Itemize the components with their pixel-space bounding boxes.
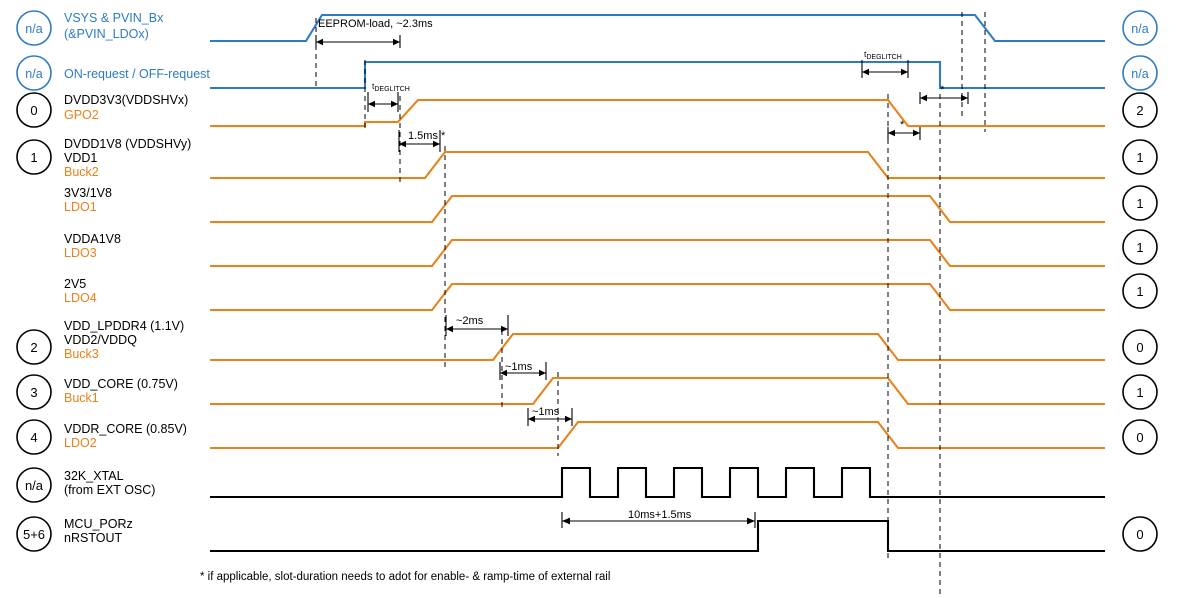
- row-dvdd1v8: [17, 119, 1157, 179]
- right-badge-label: 1: [1136, 385, 1144, 400]
- signal-label-line1: DVDD1V8 (VDDSHVy): [64, 137, 192, 151]
- waveform-vdd-lpddr4: [210, 334, 1105, 360]
- row-vdd-core: [17, 361, 1157, 409]
- eeprom-span: [316, 35, 400, 48]
- waveform-vdda1v8: [210, 240, 1105, 266]
- signal-label-line1: VDD_CORE (0.75V): [64, 377, 178, 391]
- signal-label-line2: VDD1: [64, 151, 98, 165]
- row-on-off-request: [17, 49, 1157, 90]
- signal-label-line2: nRSTOUT: [64, 531, 123, 545]
- left-badge-label: 0: [30, 103, 38, 118]
- signal-sublabel: Buck3: [64, 347, 99, 361]
- signal-sublabel: Buck2: [64, 165, 99, 179]
- right-badge-label: n/a: [1131, 67, 1149, 81]
- left-badge-label: 5+6: [22, 527, 46, 542]
- signal-label-line1: VDDR_CORE (0.85V): [64, 422, 187, 436]
- left-badge-label: 2: [30, 340, 38, 355]
- waveform-dvdd3v3: [210, 100, 1105, 126]
- right-badge-label: 0: [1136, 430, 1144, 445]
- left-badge-label: 4: [30, 430, 38, 445]
- waveform-dvdd1v8: [210, 152, 1105, 178]
- signal-label-line1: VDD_LPDDR4 (1.1V): [64, 319, 185, 333]
- signal-label-line1: 32K_XTAL: [64, 469, 124, 483]
- left-badge-label: n/a: [24, 478, 44, 493]
- signal-sublabel: GPO2: [64, 108, 99, 122]
- row-vdd-lpddr4: [17, 315, 1157, 364]
- waveform-vddr-core: [210, 422, 1105, 448]
- waveform-3v3-1v8: [210, 196, 1105, 222]
- left-badge-label: n/a: [25, 22, 43, 36]
- right-badge-label: 0: [1136, 340, 1144, 355]
- row-mcu-porz: [17, 509, 1157, 551]
- row-vdda1v8: [64, 230, 1157, 266]
- signal-sublabel: LDO1: [64, 200, 97, 214]
- row-vsys: [17, 11, 1157, 48]
- right-badge-label: 1: [1136, 284, 1144, 299]
- waveform-mcu-porz: [210, 521, 1105, 551]
- left-badge-label: n/a: [25, 67, 43, 81]
- annotation-slot-2ms: ~2ms: [456, 315, 484, 327]
- annotation-por-delay: 10ms+1.5ms: [628, 509, 692, 521]
- waveform-32k-xtal: [210, 468, 1105, 497]
- signal-sublabel: LDO3: [64, 246, 97, 260]
- row-32k-xtal: [17, 468, 1105, 502]
- row-vddr-core: [17, 406, 1157, 454]
- waveform-2v5: [210, 284, 1105, 310]
- annotation-eeprom-load: EEPROM-load, ~2.3ms: [318, 18, 433, 30]
- right-badge-label: 1: [1136, 196, 1144, 211]
- annotation-star-a: *: [940, 84, 945, 96]
- annotation-slot-1ms-a: ~1ms: [505, 361, 533, 373]
- signal-label-line2: VDD2/VDDQ: [64, 333, 137, 347]
- signal-label-line2: (&PVIN_LDOx): [64, 27, 149, 41]
- signal-sublabel: LDO2: [64, 436, 97, 450]
- annotation-slot-1ms-b: ~1ms: [532, 406, 560, 418]
- signal-label-line1: VDDA1V8: [64, 232, 121, 246]
- right-badge-label: 1: [1136, 150, 1144, 165]
- signal-label-line1: MCU_PORz: [64, 517, 133, 531]
- signal-label-line1: DVDD3V3(VDDSHVx): [64, 93, 189, 107]
- right-badge-label: 0: [1136, 527, 1144, 542]
- annotation-star-b: *: [900, 119, 905, 131]
- annotation-deglitch-on: $t_{DEGLITCH}$: [372, 81, 410, 93]
- signal-sublabel: LDO4: [64, 291, 97, 305]
- waveform-on-off: [210, 62, 1105, 88]
- left-badge-label: 1: [30, 150, 38, 165]
- waveform-vdd-core: [210, 378, 1105, 404]
- row-3v3-1v8: [64, 186, 1157, 222]
- signal-sublabel: Buck1: [64, 391, 99, 405]
- row-2v5: [64, 274, 1157, 310]
- signal-label-line2: (from EXT OSC): [64, 483, 156, 497]
- signal-label-line1: VSYS & PVIN_Bx: [64, 11, 164, 25]
- footnote: * if applicable, slot-duration needs to adot for enable- & ramp-time of external rail: [200, 571, 611, 583]
- right-badge-label: 2: [1136, 103, 1144, 118]
- annotation-deglitch-off: $t_{DEGLITCH}$: [864, 49, 902, 61]
- signal-label-line1: 2V5: [64, 277, 87, 291]
- left-badge-label: 3: [30, 385, 38, 400]
- right-badge-label: 1: [1136, 240, 1144, 255]
- right-badge-label: n/a: [1131, 22, 1149, 36]
- signal-label-line1: 3V3/1V8: [64, 186, 112, 200]
- annotation-slot-1p5ms: 1.5ms *: [408, 130, 446, 142]
- signal-label-line1: ON-request / OFF-request: [64, 67, 210, 81]
